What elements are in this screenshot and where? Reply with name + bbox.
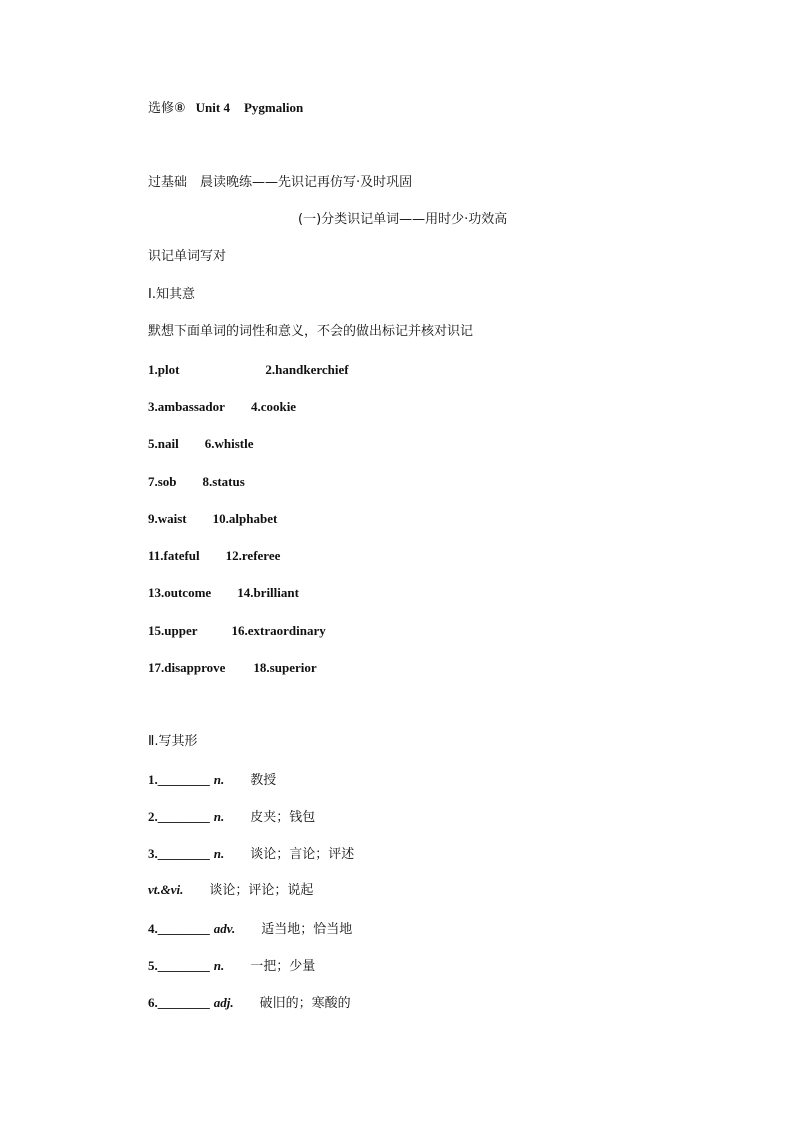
vocab-item bbox=[148, 920, 352, 939]
word-row bbox=[148, 659, 317, 677]
word-item: 16.extraordinary bbox=[231, 623, 326, 638]
word-row bbox=[148, 435, 253, 453]
vocab-item bbox=[148, 808, 315, 827]
word-row bbox=[148, 398, 296, 416]
word-item: 4.cookie bbox=[250, 399, 297, 414]
word-item: 18.superior bbox=[253, 660, 317, 675]
word-item: 11.fateful bbox=[148, 548, 200, 563]
part-of-speech: n. bbox=[213, 772, 225, 787]
word-row bbox=[148, 547, 280, 565]
meaning: 皮夹；钱包 bbox=[250, 810, 316, 825]
word-item: 9.waist bbox=[148, 511, 187, 526]
item-number-blank: 6.________ bbox=[148, 995, 210, 1010]
vocab-item bbox=[148, 957, 315, 976]
item-number-blank: 5.________ bbox=[148, 958, 210, 973]
item-number-blank: 4.________ bbox=[148, 921, 210, 936]
word-item: 3.ambassador bbox=[148, 399, 225, 414]
word-item: 17.disapprove bbox=[148, 660, 226, 675]
meaning: 适当地；恰当地 bbox=[261, 922, 353, 937]
meaning: 谈论；评论；说起 bbox=[209, 883, 314, 898]
word-row bbox=[148, 361, 349, 379]
word-item: 14.brilliant bbox=[237, 585, 299, 600]
word-row bbox=[148, 473, 245, 491]
word-item: 6.whistle bbox=[204, 436, 254, 451]
part-of-speech: n. bbox=[213, 846, 225, 861]
book-label: 选修⑧ bbox=[148, 101, 186, 116]
unit-label: Unit 4 bbox=[195, 100, 230, 115]
item-number-blank: 3.________ bbox=[148, 846, 210, 861]
part2-title: Ⅱ.写其形 bbox=[148, 734, 198, 749]
section-title: 过基础 晨读晚练——先识记再仿写·及时巩固 bbox=[148, 175, 413, 190]
part-of-speech: n. bbox=[213, 958, 225, 973]
unit-title: Pygmalion bbox=[243, 100, 304, 115]
part1-instruction: 默想下面单词的词性和意义，不会的做出标记并核对识记 bbox=[148, 324, 474, 339]
part1-title: Ⅰ.知其意 bbox=[148, 287, 195, 302]
part-of-speech: n. bbox=[213, 809, 225, 824]
item-number-blank: 2.________ bbox=[148, 809, 210, 824]
section-subtitle: (一)分类识记单词——用时少·功效高 bbox=[298, 212, 508, 227]
word-item: 8.status bbox=[202, 474, 245, 489]
vocab-item bbox=[148, 771, 276, 790]
item-number-blank: 1.________ bbox=[148, 772, 210, 787]
word-item: 5.nail bbox=[148, 436, 179, 451]
vocab-item bbox=[148, 845, 354, 864]
vocab-item bbox=[148, 881, 313, 900]
vocab-item bbox=[148, 994, 351, 1013]
word-item: 1.plot bbox=[148, 362, 180, 377]
word-item: 15.upper bbox=[148, 623, 198, 638]
section-heading: 识记单词写对 bbox=[148, 249, 227, 264]
page-header bbox=[148, 99, 303, 118]
word-row bbox=[148, 510, 277, 528]
word-item: 12.referee bbox=[225, 548, 281, 563]
word-item: 7.sob bbox=[148, 474, 177, 489]
meaning: 一把；少量 bbox=[250, 959, 316, 974]
word-row bbox=[148, 584, 299, 602]
part-of-speech: vt.&vi. bbox=[148, 882, 184, 897]
meaning: 破旧的；寒酸的 bbox=[259, 996, 351, 1011]
word-item: 13.outcome bbox=[148, 585, 212, 600]
word-row bbox=[148, 622, 326, 640]
word-item: 10.alphabet bbox=[212, 511, 278, 526]
part-of-speech: adj. bbox=[213, 995, 234, 1010]
part-of-speech: adv. bbox=[213, 921, 236, 936]
meaning: 教授 bbox=[250, 773, 277, 788]
meaning: 谈论；言论；评述 bbox=[250, 847, 355, 862]
word-item: 2.handkerchief bbox=[265, 362, 349, 377]
